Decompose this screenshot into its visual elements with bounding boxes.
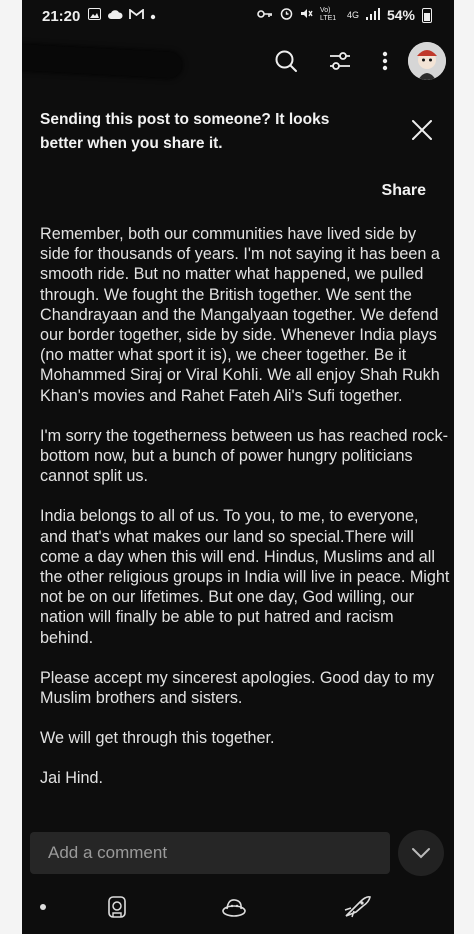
post-body (40, 224, 450, 809)
signal-icon (366, 8, 380, 23)
battery-level: 54% (386, 7, 415, 23)
award-icon[interactable] (104, 894, 132, 920)
nav-dot-icon (40, 904, 46, 910)
post-paragraph: Remember, both our communities have lived side by side for thousands of years. I'm not saying it has been a smooth ride. But no matter what happened, we pulled through. We fought the British together. We sent the Chandrayaan and the Mangalyaan together. We defend our border together, side by side. Whenever India plays (no matter what sport it is), we cheer together. Be it Mohammed Siraj or Viral Kohli. We all enjoy Shah Rukh Khan's movies and Rahet Fateh Ali's Sufi together. (40, 225, 440, 405)
gmail-icon (129, 8, 144, 24)
phone-screen (22, 0, 454, 934)
chevron-down-icon[interactable] (398, 830, 444, 876)
battery-icon (422, 8, 432, 23)
alarm-icon (280, 7, 293, 23)
app-header (22, 34, 454, 92)
snoo-hat-icon[interactable] (220, 894, 248, 920)
filter-icon[interactable] (323, 44, 357, 78)
rocket-icon[interactable] (342, 894, 370, 920)
post-paragraph: I'm sorry the togetherness between us has reached rock-bottom now, but a bunch of power hungry politicians cannot split us. (40, 426, 448, 486)
post-paragraph: Jai Hind. (40, 769, 103, 788)
comment-input[interactable]: Add a comment (30, 832, 390, 874)
avatar[interactable] (408, 42, 446, 80)
share-banner (22, 96, 454, 214)
status-time: 21:20 (42, 8, 81, 25)
redacted-username (22, 43, 183, 78)
bottom-nav (22, 888, 454, 934)
key-icon (257, 9, 273, 22)
close-icon[interactable] (410, 118, 434, 142)
post-paragraph: Please accept my sincerest apologies. Good day to my Muslim brothers and sisters. (40, 668, 435, 708)
share-button[interactable]: Share (381, 182, 426, 199)
image-icon (88, 8, 101, 24)
mute-icon (300, 7, 313, 23)
4g-icon: 4G (346, 10, 359, 20)
status-bar (22, 0, 454, 34)
search-icon[interactable] (269, 44, 303, 78)
post-paragraph: We will get through this together. (40, 729, 275, 748)
more-vert-icon[interactable] (368, 44, 402, 78)
post-paragraph: India belongs to all of us. To you, to me, to everyone, and that's what makes our land so special.There will come a day when this will end. Hindus, Muslims and all the other religious groups in India will live in peace. Might not be on our lifetimes. But one day, God willing, our nation will finally be able to put hatred and racism behind. (40, 507, 450, 647)
cloud-icon (107, 8, 123, 24)
volte-icon: Vo) LTE1 (319, 7, 337, 22)
share-banner-text: Sending this post to someone? It looks better when you share it. (40, 111, 330, 152)
dot-icon (150, 8, 156, 24)
